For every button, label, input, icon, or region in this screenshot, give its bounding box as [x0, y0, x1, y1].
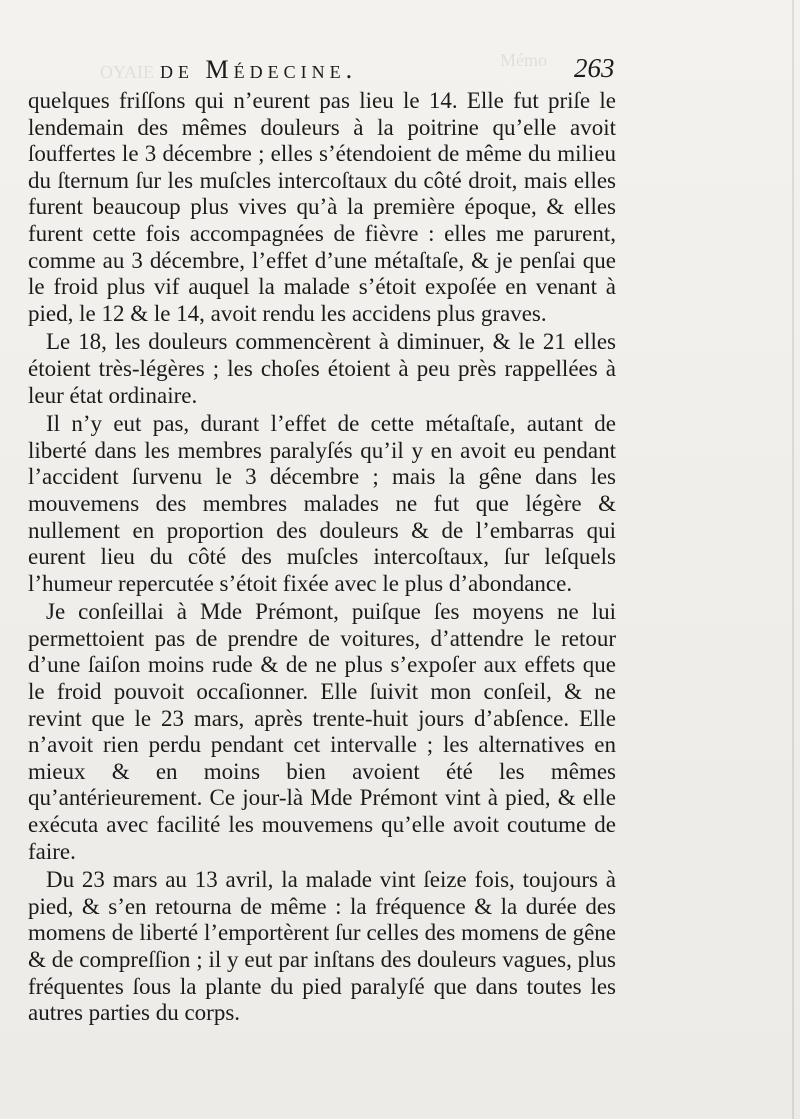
page-number: 263 [574, 53, 615, 83]
paragraph: Je conſeillai à Mde Prémont, puiſque ſes moyens ne lui permettoient pas de prendre de voitures, d’attendre le retour d’une ſaiſon moins rude & de ne plus s’expoſer aux effets que le froid pouvoit occaſionner. Elle ſuivit mon conſeil, & ne revint que le 23 mars, après trente-huit jours d’abſence. Elle n’avoit rien perdu pendant cet intervalle ; les alternatives en mieux & en moins bien avoient été les mêmes qu’antérieurement. Ce jour-là Mde Prémont vint à pied, & elle exécuta avec facilité les mouvemens qu’elle avoit coutume de faire. [28, 599, 616, 864]
bleed-through-text: Mémo [500, 50, 547, 70]
running-title: de Médecine. [160, 55, 358, 84]
bleed-through-text: OYAIE [100, 62, 154, 82]
paragraph: quelques friſſons qui n’eurent pas lieu le 14. Elle fut priſe le lendemain des mêmes douleurs à la poitrine qu’elle avoit ſouffertes le 3 décembre ; elles s’étendoient de même du milieu du ſternum ſur les muſcles intercoſtaux du côté droit, mais elles furent beaucoup plus vives qu’à la première époque, & elles furent cette fois accompagnées de fièvre : elles me parurent, comme au 3 décembre, l’effet d’une métaſtaſe, & je penſai que le froid plus vif auquel la malade s’étoit expoſée en venant à pied, le 12 & le 14, avoit rendu les accidens plus graves. [28, 88, 616, 326]
paragraph: Du 23 mars au 13 avril, la malade vint ſeize fois, toujours à pied, & s’en retourna de même : la fréquence & la durée des momens de liberté l’emportèrent ſur celles des momens de gêne & de compreſſion ; il y eut par inſtans des douleurs vagues, plus fréquentes ſous la plante du pied paralyſé que dans toutes les autres parties du corps. [28, 867, 616, 1026]
paragraph: Il n’y eut pas, durant l’effet de cette métaſtaſe, autant de liberté dans les membres paralyſés qu’il y en avoit eu pendant l’accident ſurvenu le 3 décembre ; mais la gêne dans les mouvemens des membres malades ne fut que légère & nullement en proportion des douleurs & de l’embarras qui eurent lieu du côté des muſcles intercoſtaux, ſur leſquels l’humeur repercutée s’étoit fixée avec le plus d’abondance. [28, 411, 616, 596]
body-text [28, 88, 616, 1029]
page-edge [792, 0, 794, 1119]
running-head [0, 55, 800, 85]
paragraph: Le 18, les douleurs commencèrent à diminuer, & le 21 elles étoient très-légères ; les choſes étoient à peu près rappellées à leur état ordinaire. [28, 329, 616, 408]
